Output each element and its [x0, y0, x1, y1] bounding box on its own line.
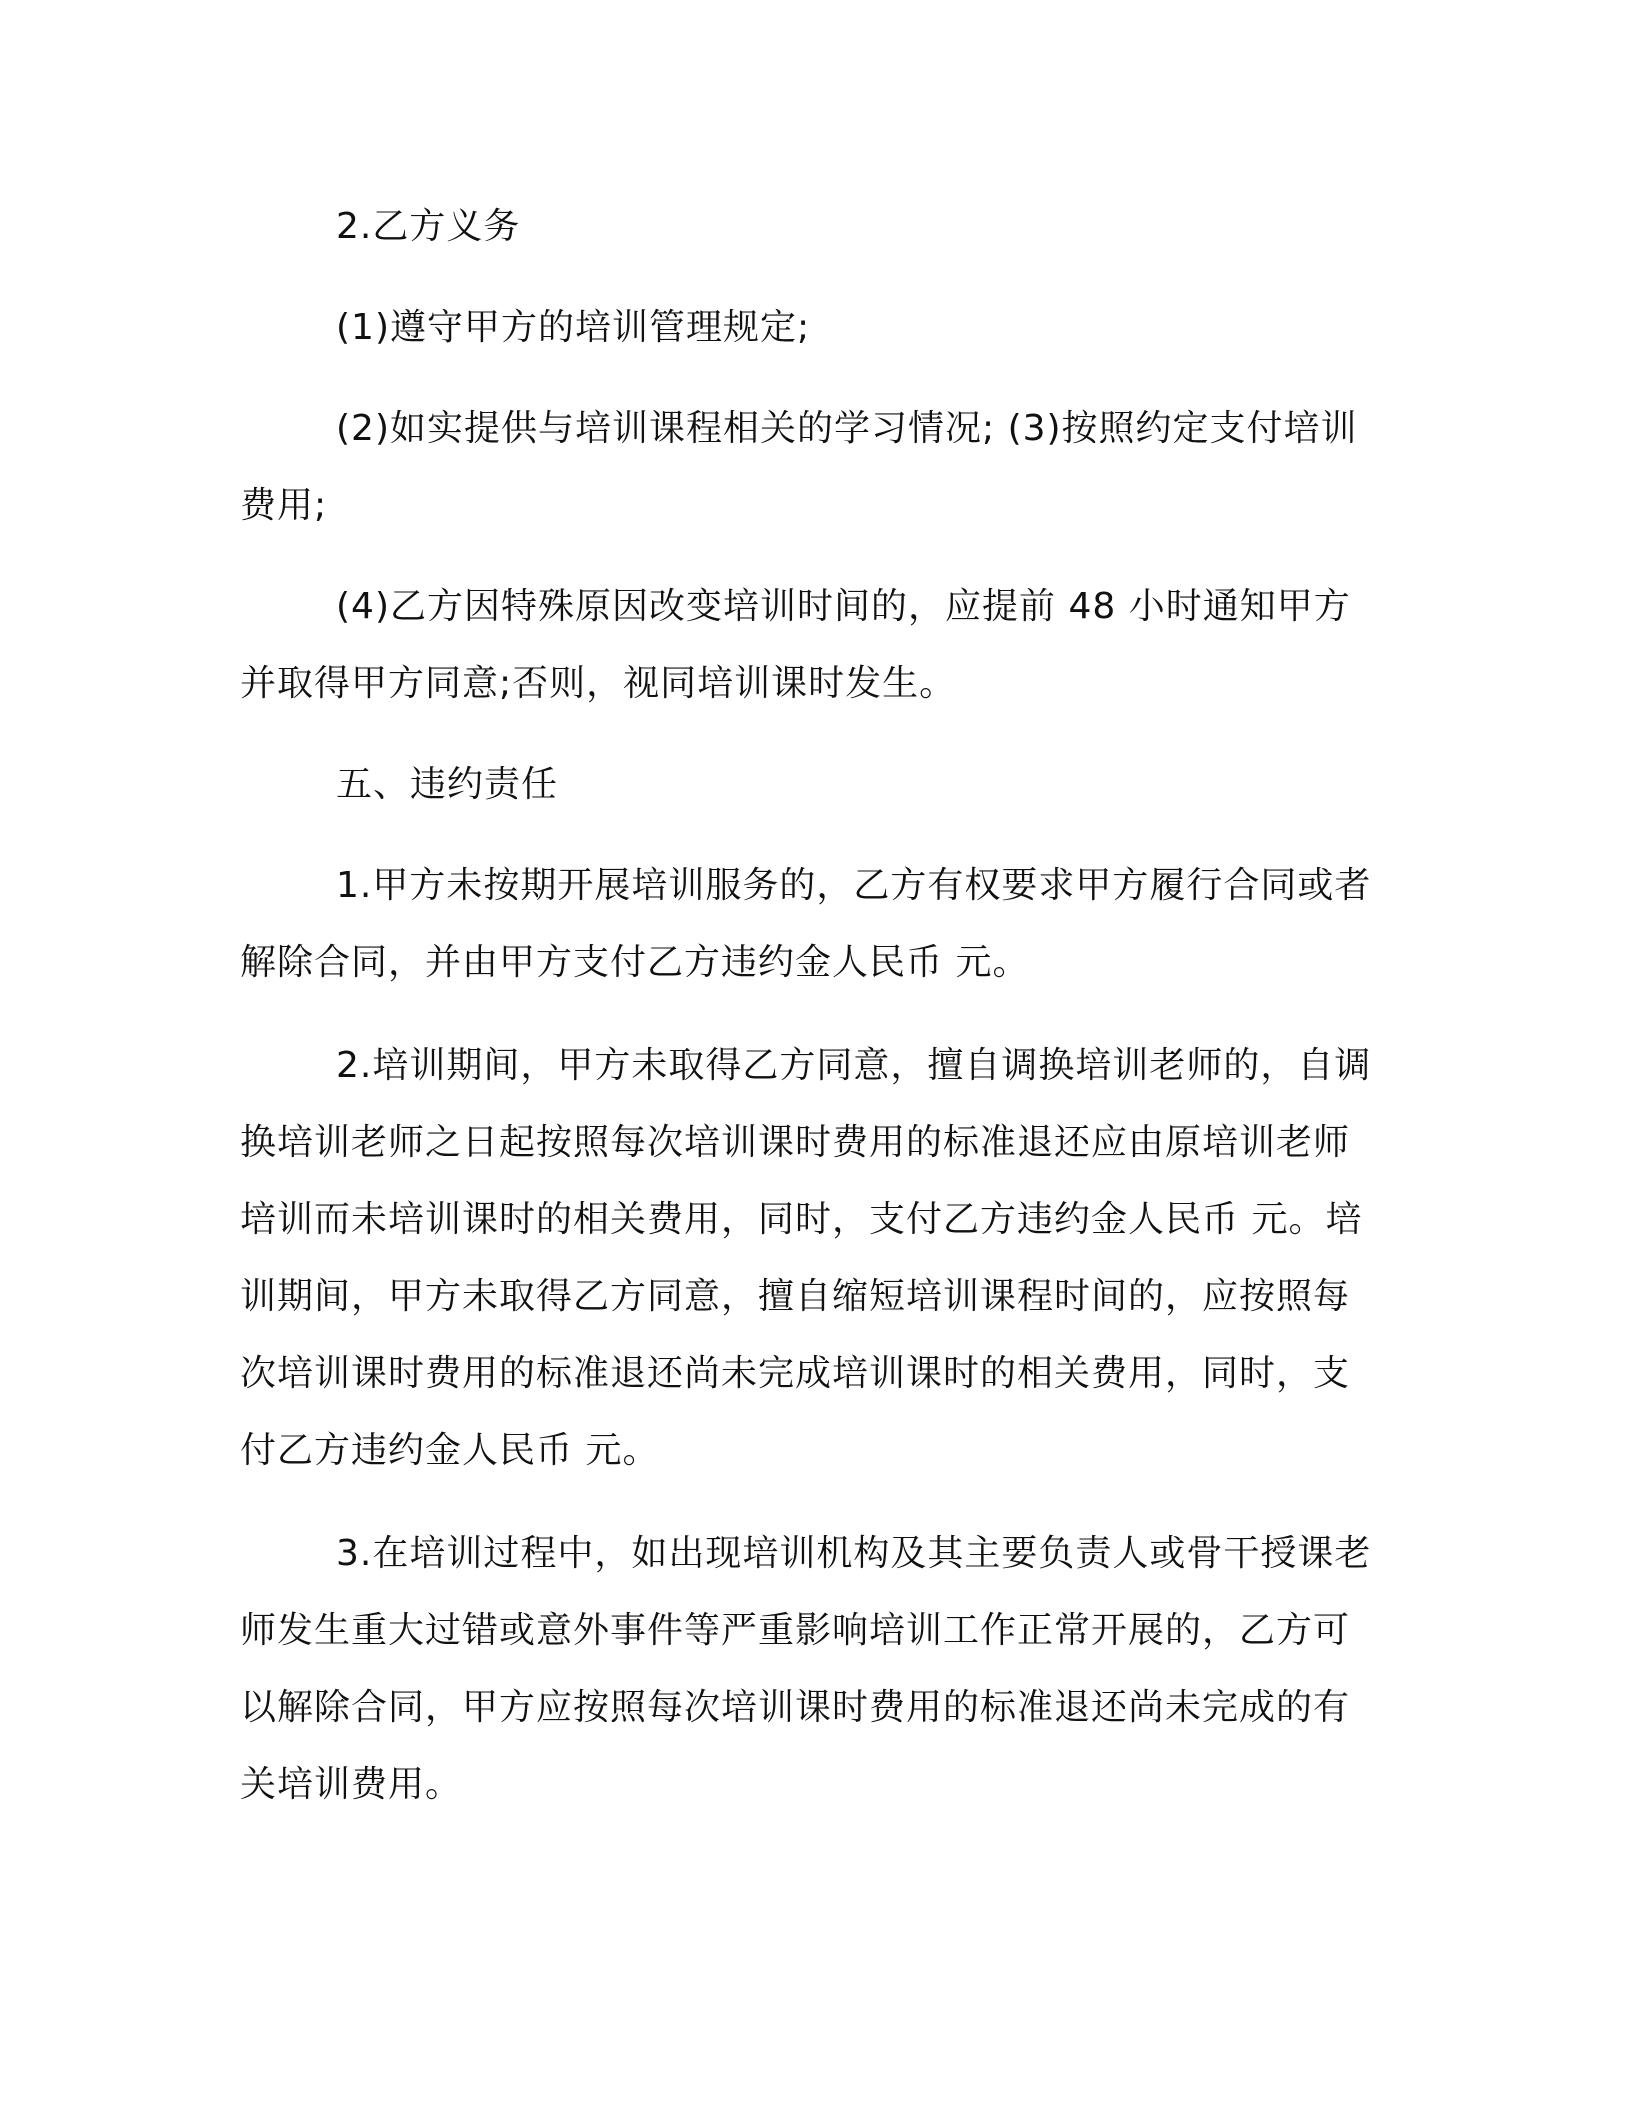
breach-clause-1: 1.甲方未按期开展培训服务的，乙方有权要求甲方履行合同或者解除合同，并由甲方支付乙方违约金人民币 元。 [240, 865, 1372, 983]
obligation-item-1: (1)遵守甲方的培训管理规定; [336, 307, 811, 348]
obligation-item-2-3: (2)如实提供与培训课程相关的学习情况; (3)按照约定支付培训费用; [240, 408, 1358, 526]
obligation-item-4: (4)乙方因特殊原因改变培训时间的，应提前 48 小时通知甲方并取得甲方同意;否则，视同培训课时发生。 [240, 586, 1351, 704]
section-heading-party-b-obligations: 2.乙方义务 [336, 206, 521, 247]
breach-clause-3: 3.在培训过程中，如出现培训机构及其主要负责人或骨干授课老师发生重大过错或意外事件等严重影响培训工作正常开展的，乙方可以解除合同，甲方应按照每次培训课时费用的标准退还尚未完成的有关培训费用。 [240, 1533, 1372, 1805]
breach-clause-2: 2.培训期间，甲方未取得乙方同意，擅自调换培训老师的，自调换培训老师之日起按照每次培训课时费用的标准退还应由原培训老师培训而未培训课时的相关费用，同时，支付乙方违约金人民币 元。培训期间，甲方未取得乙方同意，擅自缩短培训课程时间的，应按照每次培训课时费用的标准退还尚未完成培训课时的相关费用，同时，支付乙方违约金人民币 元。 [240, 1045, 1372, 1471]
document-body [240, 188, 1376, 1823]
section-heading-breach-liability: 五、违约责任 [336, 764, 559, 805]
